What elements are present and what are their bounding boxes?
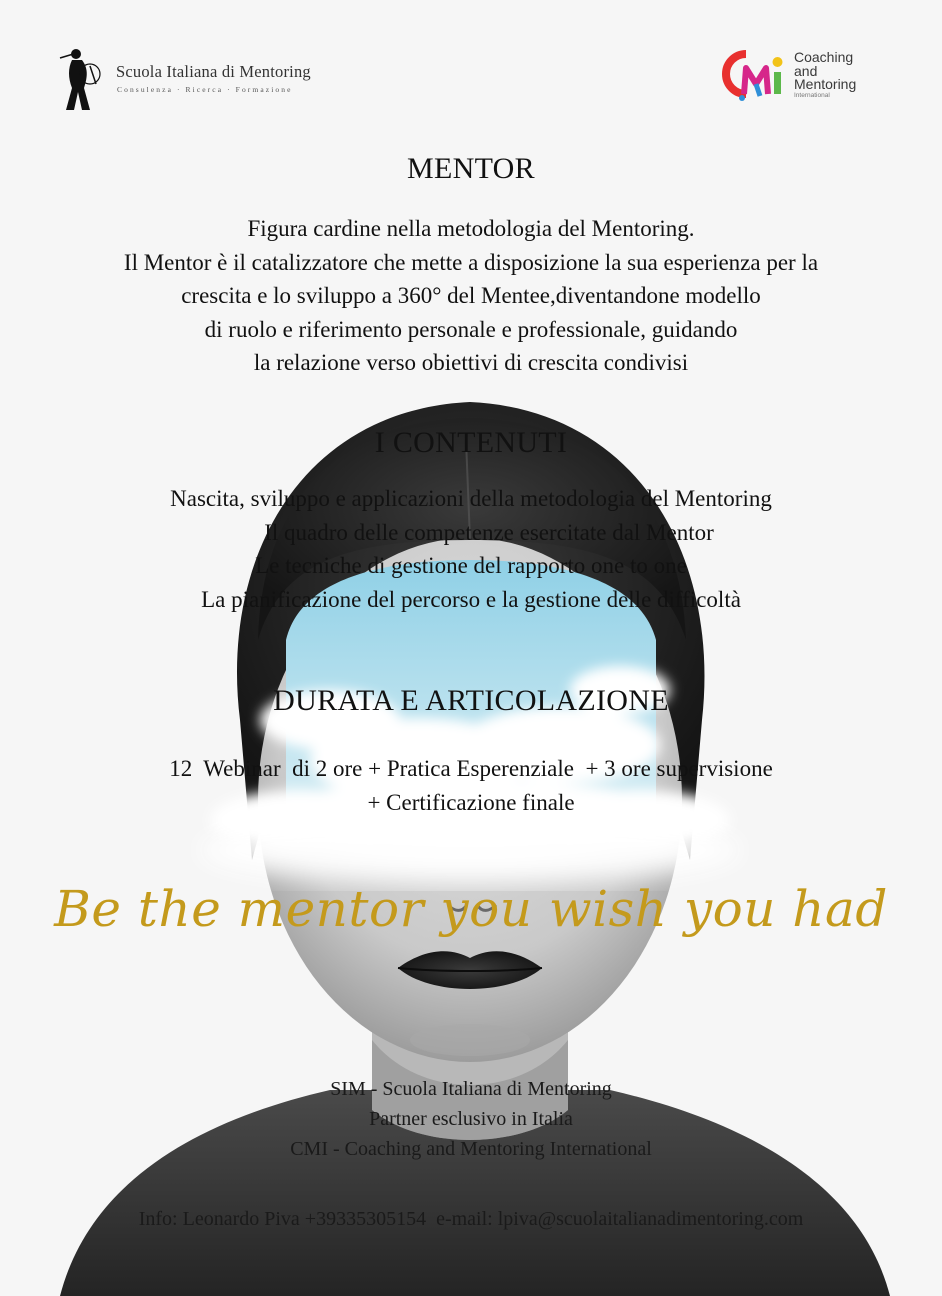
mentor-figure-icon: [56, 44, 108, 114]
contenuti-item: Nascita, sviluppo e applicazioni della metodologia del Mentoring: [170, 486, 772, 511]
mentor-line: di ruolo e riferimento personale e professionale, guidando: [204, 316, 738, 342]
cmi-line-international: International: [794, 92, 830, 99]
school-logo: [56, 44, 356, 114]
footer-partner-line: CMI - Coaching and Mentoring International: [290, 1138, 652, 1160]
cmi-line-and: and: [794, 63, 818, 79]
mentor-line: Il Mentor è il catalizzatore che mette a disposizione la sua esperienza per la: [123, 249, 819, 275]
cmi-line-coaching: Coaching: [794, 49, 854, 65]
contenuti-item: Le tecniche di gestione del rapporto one to one: [255, 553, 687, 578]
mentor-line: crescita e lo sviluppo a 360° del Mentee,diventandone modello: [181, 283, 761, 308]
mentor-line: Figura cardine nella metodologia del Mentoring.: [247, 216, 695, 241]
school-tagline: Consulenza · Ricerca · Formazione: [117, 85, 293, 94]
cmi-logo: [716, 46, 906, 106]
footer-partner-line: SIM - Scuola Italiana di Mentoring: [330, 1078, 612, 1100]
school-name: Scuola Italiana di Mentoring: [116, 62, 311, 81]
mentor-heading: MENTOR: [407, 152, 535, 185]
durata-line: 12 Webinar di 2 ore + Pratica Esperenziale + 3 ore supervisione: [169, 756, 773, 781]
durata-heading: DURATA E ARTICOLAZIONE: [273, 684, 669, 717]
cmi-line-mentoring: Mentoring: [794, 76, 857, 92]
footer-partner: [0, 1074, 942, 1164]
contenuti-list: [0, 482, 942, 616]
durata-text: [0, 752, 942, 819]
footer-partner-line: Partner esclusivo in Italia: [369, 1108, 573, 1130]
contenuti-item: Il quadro delle competenze esercitate dal Mentor: [264, 519, 714, 545]
slogan: Be the mentor you wish you had: [54, 880, 888, 938]
contenuti-heading: I CONTENUTI: [374, 426, 568, 459]
cmi-mark-icon: [716, 46, 792, 102]
mentor-line: la relazione verso obiettivi di crescita condivisi: [253, 350, 689, 375]
durata-line: + Certificazione finale: [367, 789, 575, 815]
contenuti-item: La pianificazione del percorso e la gestione delle difficoltà: [201, 586, 741, 612]
contact-info: Info: Leonardo Piva +39335305154 e-mail: lpiva@scuolaitalianadimentoring.com: [138, 1208, 804, 1230]
mentor-description: [0, 212, 942, 380]
